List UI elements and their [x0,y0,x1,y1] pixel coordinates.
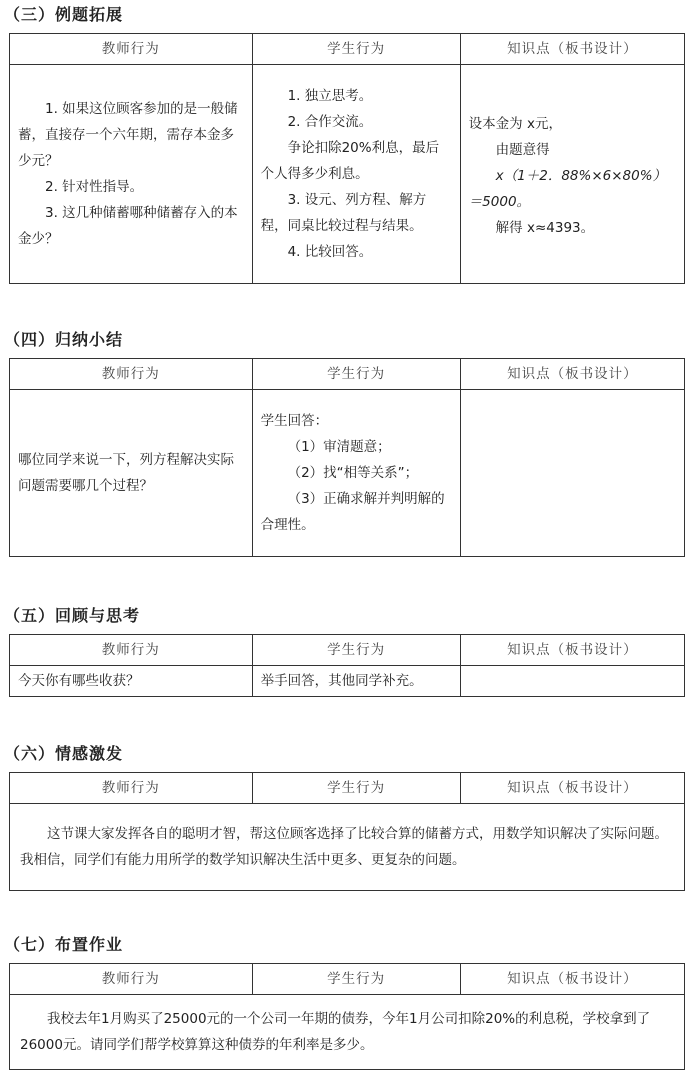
section-homework [0,933,690,1070]
header-knowledge: 知识点（板书设计） [460,34,684,65]
lesson-table [9,33,685,284]
teacher-item: 3. 这几种储蓄哪种储蓄存入的本金少？ [18,205,238,247]
table-header-row [10,964,685,995]
knowledge-line: 由题意得 [495,142,550,158]
header-student: 学生行为 [252,359,460,390]
section-title: （六）情感激发 [4,744,124,763]
table-header-row [10,635,685,666]
knowledge-cell [460,390,684,557]
header-knowledge: 知识点（板书设计） [460,635,684,666]
teacher-item: 2. 针对性指导。 [45,179,144,195]
header-student: 学生行为 [252,34,460,65]
header-knowledge: 知识点（板书设计） [460,359,684,390]
teacher-item: 1. 如果这位顾客参加的是一般储蓄，直接存一个六年期，需存本金多少元？ [18,101,238,169]
student-cell: 举手回答，其他同学补充。 [252,666,460,697]
table-row [10,995,685,1070]
table-row [10,390,685,557]
header-student: 学生行为 [252,964,460,995]
header-teacher: 教师行为 [10,359,253,390]
student-item: （3）正确求解并判明解的合理性。 [260,491,445,533]
student-item: 4. 比较回答。 [287,244,373,260]
table-header-row [10,359,685,390]
teacher-cell [10,65,253,284]
table-row [10,804,685,891]
lesson-table [9,634,685,697]
student-item: （1）审清题意； [287,439,391,455]
section-title: （四）归纳小结 [4,330,124,349]
student-cell [252,65,460,284]
student-item: 学生回答： [260,413,329,429]
header-knowledge: 知识点（板书设计） [460,964,684,995]
section-title: （五）回顾与思考 [4,606,141,625]
header-student: 学生行为 [252,773,460,804]
knowledge-line: 解得 x≈4393。 [495,220,595,236]
section-emotion [0,742,690,891]
section-review [0,604,690,697]
knowledge-equation: x（1＋2．88%×6×80%）＝5000。 [468,168,667,210]
header-knowledge: 知识点（板书设计） [460,773,684,804]
section-title: （三）例题拓展 [4,5,124,24]
table-row [10,65,685,284]
knowledge-line: 设本金为 x元， [468,116,562,132]
table-row [10,666,685,697]
header-teacher: 教师行为 [10,964,253,995]
section-summary [0,328,690,557]
teacher-cell: 今天你有哪些收获？ [10,666,253,697]
header-teacher: 教师行为 [10,635,253,666]
lesson-table [9,963,685,1070]
lesson-table [9,772,685,891]
student-item: （2）找“相等关系”； [287,465,419,481]
student-item: 3. 设元、列方程、解方程，同桌比较过程与结果。 [260,192,427,234]
teacher-cell: 哪位同学来说一下，列方程解决实际问题需要哪几个过程？ [10,390,253,557]
section-example [0,3,690,284]
student-item: 2. 合作交流。 [287,114,373,130]
header-teacher: 教师行为 [10,773,253,804]
merged-cell: 这节课大家发挥各自的聪明才智，帮这位顾客选择了比较合算的储蓄方式，用数学知识解决了实际问题。我相信，同学们有能力用所学的数学知识解决生活中更多、更复杂的问题。 [10,804,685,891]
merged-cell: 我校去年1月购买了25000元的一个公司一年期的债券，今年1月公司扣除20%的利息税，学校拿到了26000元。请同学们帮学校算算这种债券的年利率是多少。 [10,995,685,1070]
header-teacher: 教师行为 [10,34,253,65]
table-header-row [10,773,685,804]
student-cell [252,390,460,557]
lesson-table [9,358,685,557]
student-item: 1. 独立思考。 [287,88,373,104]
section-title: （七）布置作业 [4,935,124,954]
student-item: 争论扣除20%利息，最后个人得多少利息。 [260,140,440,182]
header-student: 学生行为 [252,635,460,666]
knowledge-cell [460,666,684,697]
table-header-row [10,34,685,65]
knowledge-cell [460,65,684,284]
